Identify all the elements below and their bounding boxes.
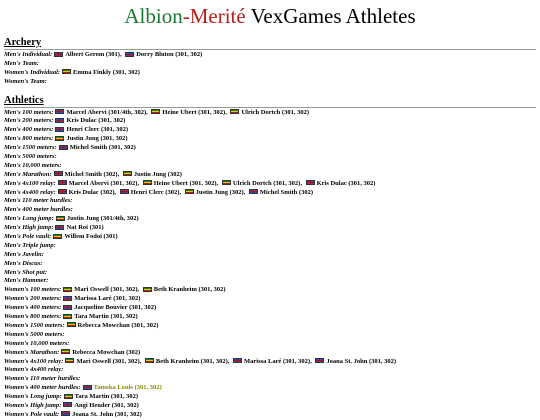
separator: [122, 51, 124, 58]
athlete-name: Marissa Laré (301, 302),: [244, 357, 312, 365]
athlete-name: Ulrich Dortch (301, 302),: [232, 179, 302, 187]
athlete-name: Heine Ubert (301, 302),: [153, 179, 219, 187]
event-label: Men's Javelin:: [4, 250, 44, 258]
event-row: [4, 51, 536, 60]
separator: [148, 109, 150, 116]
athlete-name: Henri Clerc (301, 302): [66, 126, 129, 134]
athlete-name: Beth Kranheim (301, 302): [153, 286, 226, 294]
albion-flag-icon: [58, 180, 67, 185]
athlete-name: Joana St. John (301, 302): [326, 357, 397, 365]
event-label: Women's Individual:: [4, 68, 61, 76]
athlete-name: Ulrich Dortch (301, 302): [241, 108, 309, 116]
event-label: Women's Pole vault:: [4, 410, 60, 418]
event-label: Women's Marathon:: [4, 348, 60, 356]
separator: [229, 358, 231, 365]
athlete-name: Dorry Bluton (301, 302): [136, 51, 203, 58]
title-merite: Merité: [189, 4, 246, 28]
event-label: Men's 1500 meters:: [4, 144, 57, 152]
athlete-name: Michel Smith (301, 302): [69, 144, 136, 152]
event-label: Men's 4x400 relay:: [4, 188, 56, 196]
event-row: [4, 126, 536, 135]
event-row: [4, 144, 536, 153]
event-row: [4, 242, 536, 251]
event-row: [4, 117, 536, 126]
event-label: Women's Long jump:: [4, 393, 62, 401]
albion-flag-icon: [63, 296, 72, 301]
section-heading: Archery: [4, 37, 536, 50]
event-label: Women's 400 meters:: [4, 304, 62, 312]
athlete-name: Justin Jung (301, 302): [66, 135, 128, 143]
athlete-name: Emma Finkly (301, 302): [73, 68, 140, 76]
event-row: [4, 384, 536, 393]
athlete-name: Henri Clerc (302),: [130, 188, 181, 196]
separator: [218, 180, 220, 187]
separator: [116, 189, 118, 196]
event-row: [4, 233, 536, 242]
athlete-name: Justin Jung (301/4th, 302): [66, 215, 139, 223]
athlete-name: Rebecca Mowchan (301, 302): [77, 321, 159, 329]
event-label: Men's 400 meters:: [4, 126, 54, 134]
event-label: Men's 800 meters:: [4, 135, 54, 143]
title-dash: -: [182, 4, 190, 28]
athlete-name: Tara Martin (301, 302): [74, 393, 138, 401]
event-row: [4, 393, 536, 402]
event-label: Men's Triple jump:: [4, 241, 56, 249]
athlete-name: Mari Oswell (301, 302),: [76, 357, 142, 365]
event-row: [4, 277, 536, 286]
athlete-name: Angi Hender (301, 302): [74, 401, 139, 409]
albion-flag-icon: [55, 127, 64, 132]
event-list: [4, 109, 536, 420]
event-label: Women's 800 meters:: [4, 313, 62, 321]
athlete-name: Tara Martin (301, 302): [74, 313, 138, 321]
event-row: [4, 260, 536, 269]
event-row: [4, 224, 536, 233]
event-row: [4, 269, 536, 278]
event-label: Men's Pole vault:: [4, 233, 52, 241]
event-row: [4, 189, 536, 198]
event-label: Men's 110 meter hurdles:: [4, 197, 73, 205]
event-label: Men's 10,000 meters:: [4, 161, 62, 169]
merite-flag-icon: [145, 358, 154, 363]
athlete-name: Mari Oswell (301, 302),: [74, 286, 140, 294]
separator: [312, 358, 314, 365]
event-label: Men's Individual:: [4, 51, 53, 58]
event-label: Women's 4x400 relay:: [4, 366, 64, 374]
separator: [227, 109, 229, 116]
athlete-listing: [4, 37, 536, 420]
separator: [302, 180, 304, 187]
event-label: Men's Marathon:: [4, 170, 52, 178]
merite-flag-icon: [63, 287, 72, 292]
event-row: [4, 313, 536, 322]
albion-flag-icon: [83, 385, 92, 390]
event-row: [4, 358, 536, 367]
athlete-name: Justin Jung (302): [133, 170, 182, 178]
albion-flag-icon: [63, 305, 72, 310]
albion-flag-icon: [55, 225, 64, 230]
event-label: Women's Team:: [4, 77, 47, 85]
event-row: [4, 109, 536, 118]
event-row: [4, 162, 536, 171]
event-label: Men's Hammer:: [4, 277, 49, 285]
athlete-name: Justin Jung (302),: [195, 188, 246, 196]
albion-flag-icon: [233, 358, 242, 363]
event-row: [4, 340, 536, 349]
event-label: Women's 400 meter hurdles:: [4, 384, 81, 392]
section-heading: Athletics: [4, 95, 536, 108]
page-title: [4, 0, 536, 29]
event-label: Men's Shot put:: [4, 268, 47, 276]
event-row: [4, 171, 536, 180]
merite-flag-icon: [123, 171, 132, 176]
event-row: [4, 135, 536, 144]
merite-flag-icon: [65, 358, 74, 363]
athlete-name: Rebecca Mowchan (302): [72, 348, 141, 356]
athlete-name[interactable]: Tameka Louis (301, 302): [93, 384, 162, 392]
athlete-name: Joana St. John (301, 302): [72, 410, 142, 418]
merite-flag-icon: [63, 314, 72, 319]
albion-flag-icon: [125, 52, 134, 57]
albion-flag-icon: [55, 118, 64, 123]
albion-flag-icon: [54, 171, 63, 176]
event-row: [4, 411, 536, 420]
event-row: [4, 304, 536, 313]
separator: [139, 180, 141, 187]
athlete-name: Michel Smith (302),: [64, 170, 120, 178]
event-label: Women's 100 meters:: [4, 286, 62, 294]
event-row: [4, 322, 536, 331]
event-row: [4, 331, 536, 340]
albion-flag-icon: [315, 358, 324, 363]
merite-flag-icon: [55, 136, 64, 141]
merite-flag-icon: [143, 287, 152, 292]
athlete-name: Beth Kranheim (301, 302),: [155, 357, 230, 365]
athlete-name: Nat Roi (301): [66, 224, 104, 232]
albion-flag-icon: [54, 52, 63, 57]
athlete-name: Marissa Laré (301, 302): [74, 295, 141, 303]
merite-flag-icon: [185, 189, 194, 194]
event-label: Women's 110 meter hurdles:: [4, 375, 81, 383]
event-row: [4, 78, 536, 87]
merite-flag-icon: [143, 180, 152, 185]
athlete-name: Willem Fodoi (301): [64, 233, 118, 241]
athlete-name: Marcel Abervi (301, 302),: [68, 179, 140, 187]
merite-flag-icon: [222, 180, 231, 185]
albion-flag-icon: [59, 145, 68, 150]
event-label: Women's High jump:: [4, 401, 62, 409]
event-label: Men's 100 meters:: [4, 108, 54, 116]
event-label: Men's 400 meter hurdles:: [4, 206, 73, 214]
event-row: [4, 251, 536, 260]
event-label: Men's Discus:: [4, 259, 43, 267]
separator: [141, 358, 143, 365]
event-row: [4, 180, 536, 189]
separator: [181, 189, 183, 196]
athlete-name: Kris Dulac (301, 302): [316, 179, 376, 187]
event-row: [4, 197, 536, 206]
event-row: [4, 215, 536, 224]
merite-flag-icon: [56, 216, 65, 221]
event-row: [4, 366, 536, 375]
event-label: Men's 5000 meters:: [4, 153, 57, 161]
merite-flag-icon: [151, 109, 160, 114]
event-label: Women's 4x100 relay:: [4, 357, 64, 365]
merite-flag-icon: [230, 109, 239, 114]
albion-flag-icon: [58, 189, 67, 194]
athlete-name: Michel Smith (302): [259, 188, 313, 196]
athlete-name: Jacqueline Bouvier (301, 302): [74, 304, 157, 312]
albion-flag-icon: [61, 411, 70, 416]
albion-flag-icon: [55, 109, 64, 114]
event-row: [4, 60, 536, 69]
title-rest: VexGames Athletes: [245, 4, 416, 28]
merite-flag-icon: [67, 322, 76, 327]
event-list: [4, 51, 536, 87]
event-label: Women's 10,000 meters:: [4, 339, 70, 347]
event-row: [4, 69, 536, 78]
event-label: Women's 200 meters:: [4, 295, 62, 303]
event-label: Men's Long jump:: [4, 215, 54, 223]
event-row: [4, 402, 536, 411]
merite-flag-icon: [64, 394, 73, 399]
separator: [139, 286, 141, 293]
athlete-name: Marcel Abervi (301/4th, 302),: [66, 108, 148, 116]
athlete-name: Kris Dulac (302),: [68, 188, 117, 196]
merite-flag-icon: [53, 234, 62, 239]
event-row: [4, 153, 536, 162]
separator: [245, 189, 247, 196]
event-label: Men's 200 meters:: [4, 117, 54, 125]
event-label: Women's 5000 meters:: [4, 330, 65, 338]
event-label: Women's 1500 meters:: [4, 321, 65, 329]
athlete-name: Heine Ubert (301, 302),: [162, 108, 227, 116]
event-label: Men's High jump:: [4, 224, 54, 232]
event-label: Men's 4x100 relay:: [4, 179, 56, 187]
separator: [119, 171, 121, 178]
athlete-name: Albert Gerom (301),: [65, 51, 122, 58]
merite-flag-icon: [62, 69, 71, 74]
event-row: [4, 375, 536, 384]
title-albion: Albion: [124, 4, 183, 28]
albion-flag-icon: [306, 180, 315, 185]
event-label: Men's Team:: [4, 59, 39, 67]
event-row: [4, 349, 536, 358]
merite-flag-icon: [61, 349, 70, 354]
event-row: [4, 295, 536, 304]
event-row: [4, 286, 536, 295]
event-row: [4, 206, 536, 215]
albion-flag-icon: [249, 189, 258, 194]
athlete-name: Kris Dulac (301, 302): [66, 117, 126, 125]
albion-flag-icon: [120, 189, 129, 194]
